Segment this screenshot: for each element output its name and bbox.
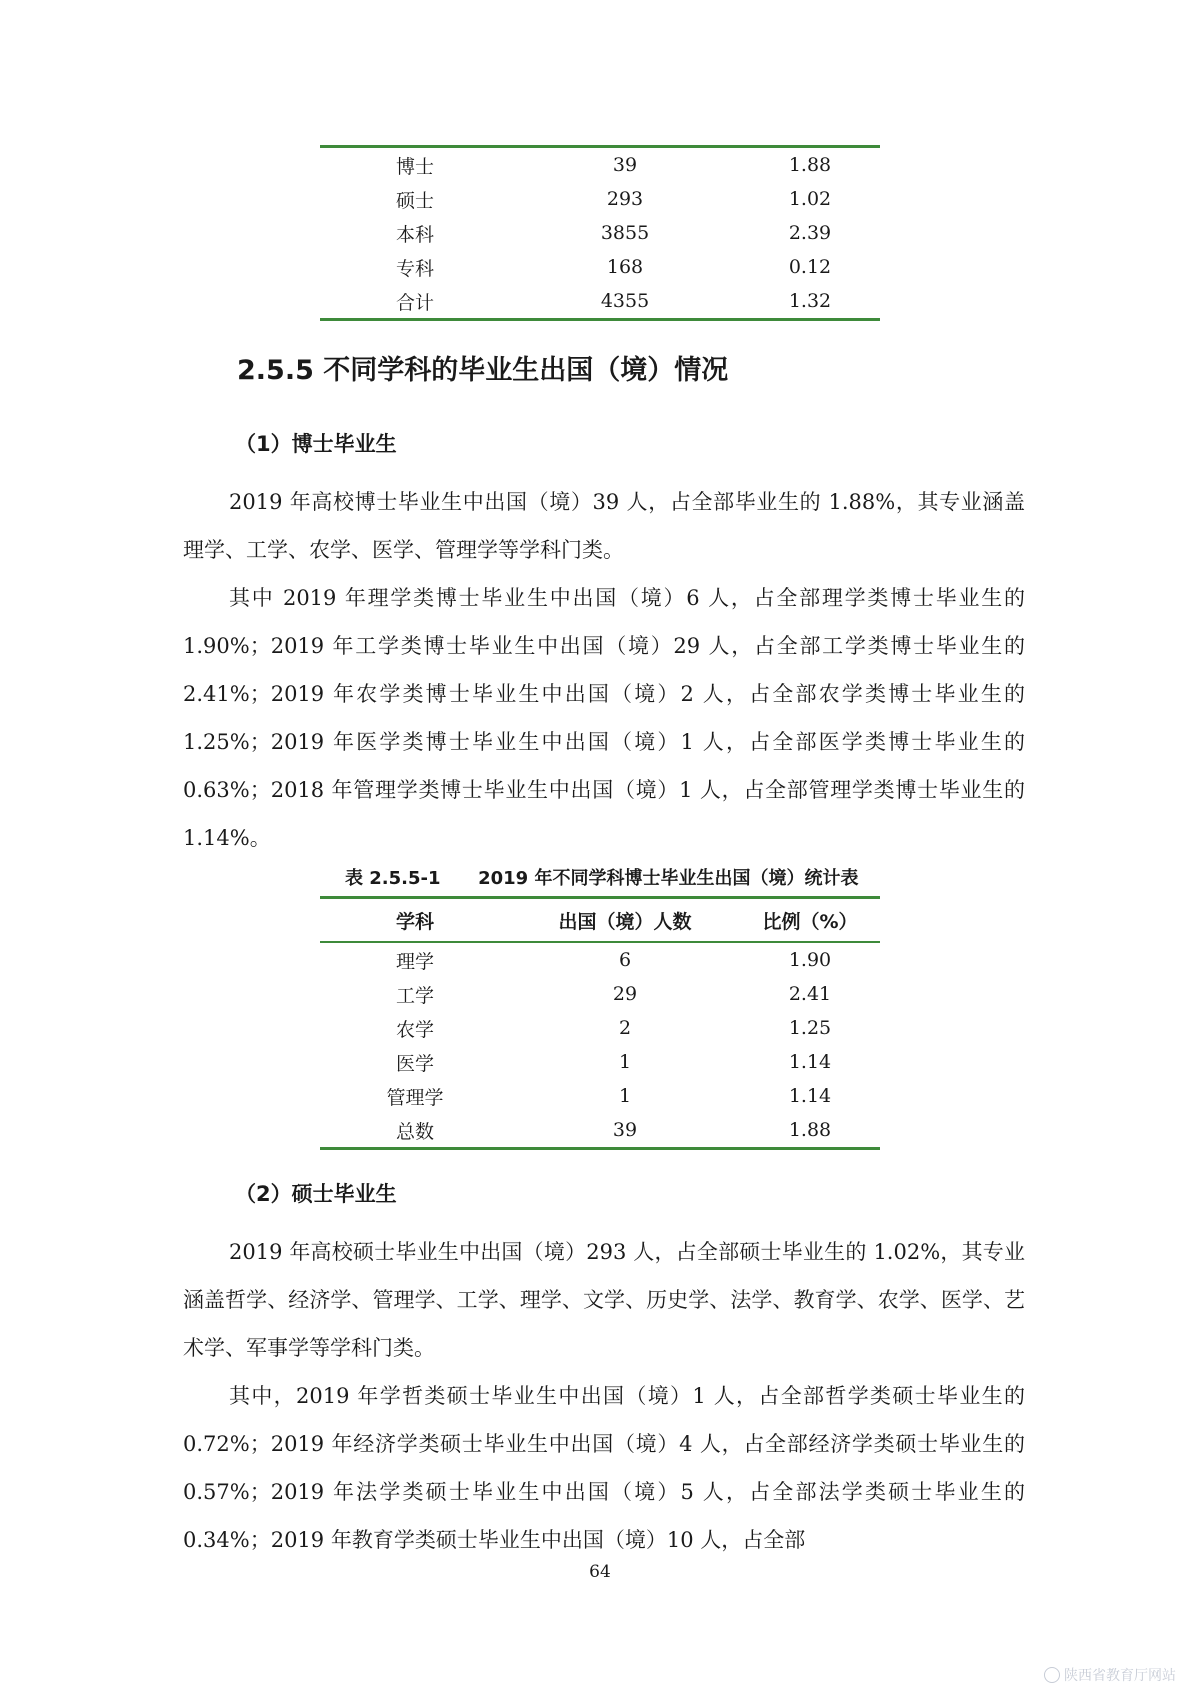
table-cell: 合计 xyxy=(320,284,510,320)
table-row xyxy=(320,977,880,1011)
table-row xyxy=(320,1079,880,1113)
table-cell: 理学 xyxy=(395,950,434,973)
table-row xyxy=(320,250,880,284)
paragraph-doctoral-summary: 2019 年高校博士毕业生中出国（境）39 人，占全部毕业生的 1.88%，其专业涵盖理学、工学、农学、医学、管理学等学科门类。 xyxy=(183,490,1025,562)
page-number: 64 xyxy=(589,1562,611,1582)
paragraph-masters-summary: 2019 年高校硕士毕业生中出国（境）293 人，占全部硕士毕业生的 1.02%，其专业涵盖哲学、经济学、管理学、工学、理学、文学、历史学、法学、教育学、农学、医学、艺术学、军事学等学科门类。 xyxy=(183,1240,1025,1360)
table-cell: 39 xyxy=(510,1113,740,1149)
table-cell: 1 xyxy=(618,1085,632,1107)
paragraph-doctoral-detail: 其中 2019 年理学类博士毕业生中出国（境）6 人，占全部理学类博士毕业生的 1.90%；2019 年工学类博士毕业生中出国（境）29 人，占全部工学类博士毕业生的 2.41%；2019 年农学类博士毕业生中出国（境）2 人，占全部农学类博士毕业生的 1.25%；2019 年医学类博士毕业生中出国（境）1 人，占全部医学类博士毕业生的 0.63%；2018 年管理学类博士毕业生中出国（境）1 人，占全部管理学类博士毕业生的 1.14%。 xyxy=(183,586,1025,850)
doctoral-discipline-table xyxy=(320,896,880,1150)
table-cell: 1.14 xyxy=(788,1051,832,1073)
table-cell: 2.39 xyxy=(788,222,832,244)
table-cell: 1.02 xyxy=(788,188,832,210)
table-row xyxy=(320,1113,880,1149)
table-caption: 表 2.5.5-1 2019 年不同学科博士毕业生出国（境）统计表 xyxy=(345,868,859,889)
globe-icon xyxy=(1044,1667,1060,1683)
table-cell: 1.90 xyxy=(788,949,832,971)
table-cell: 39 xyxy=(510,147,740,183)
table-row xyxy=(320,147,880,183)
table-cell: 管理学 xyxy=(386,1086,444,1109)
table-cell: 3855 xyxy=(600,222,650,244)
table-cell: 2 xyxy=(618,1017,632,1039)
table-row xyxy=(320,1045,880,1079)
table-cell: 总数 xyxy=(320,1113,510,1149)
table-row xyxy=(320,1011,880,1045)
column-header: 比例（%） xyxy=(740,898,880,943)
site-watermark xyxy=(1044,1665,1176,1685)
column-header: 学科 xyxy=(320,898,510,943)
table-row xyxy=(320,182,880,216)
subsection-title-masters: （2）硕士毕业生 xyxy=(235,1182,397,1206)
table-cell: 6 xyxy=(618,949,632,971)
subsection-title-doctoral: （1）博士毕业生 xyxy=(235,432,397,456)
table-cell: 1 xyxy=(618,1051,632,1073)
table-cell: 168 xyxy=(606,256,644,278)
table-cell: 农学 xyxy=(395,1018,434,1041)
table-cell: 专科 xyxy=(395,257,434,280)
table-cell: 1.88 xyxy=(740,147,880,183)
table-cell: 1.25 xyxy=(788,1017,832,1039)
table-cell: 2.41 xyxy=(788,983,832,1005)
table-cell: 0.12 xyxy=(788,256,832,278)
table-cell: 医学 xyxy=(395,1052,434,1075)
table-row xyxy=(320,942,880,977)
table-cell: 1.14 xyxy=(788,1085,832,1107)
table-cell: 1.88 xyxy=(740,1113,880,1149)
table-cell: 本科 xyxy=(395,223,434,246)
table-cell: 博士 xyxy=(320,147,510,183)
paragraph-masters-detail: 其中，2019 年学哲类硕士毕业生中出国（境）1 人，占全部哲学类硕士毕业生的 0.72%；2019 年经济学类硕士毕业生中出国（境）4 人，占全部经济学类硕士毕业生的 0.57%；2019 年法学类硕士毕业生中出国（境）5 人，占全部法学类硕士毕业生的 0.34%；2019 年教育学类硕士毕业生中出国（境）10 人，占全部 xyxy=(183,1384,1025,1552)
table-cell: 1.32 xyxy=(740,284,880,320)
table-row xyxy=(320,284,880,320)
degree-table xyxy=(320,145,880,321)
table-row xyxy=(320,216,880,250)
table-cell: 硕士 xyxy=(395,189,434,212)
table-cell: 工学 xyxy=(395,984,434,1007)
table-cell: 293 xyxy=(606,188,644,210)
column-header: 出国（境）人数 xyxy=(510,898,740,943)
table-cell: 4355 xyxy=(510,284,740,320)
table-header-row xyxy=(320,898,880,943)
table-cell: 29 xyxy=(612,983,638,1005)
watermark-text: 陕西省教育厅网站 xyxy=(1064,1668,1176,1684)
section-title: 2.5.5 不同学科的毕业生出国（境）情况 xyxy=(237,355,729,386)
